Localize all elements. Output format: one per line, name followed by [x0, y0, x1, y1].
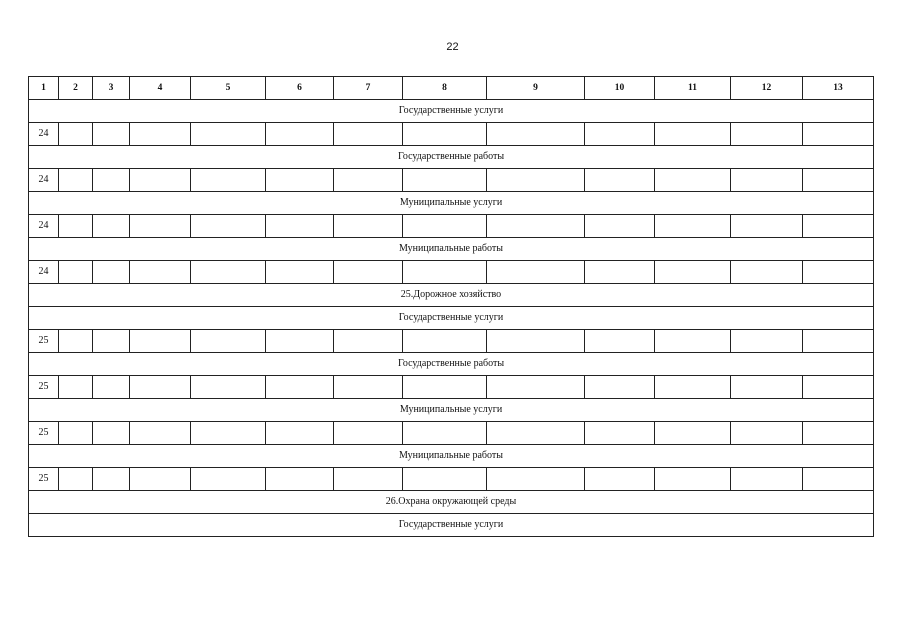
empty-cell [334, 330, 403, 353]
empty-cell [93, 169, 130, 192]
page-number: 22 [446, 41, 459, 53]
section-title: Государственные услуги [29, 514, 874, 537]
row-code: 25 [29, 376, 59, 399]
empty-cell [59, 330, 93, 353]
empty-cell [585, 215, 655, 238]
empty-cell [191, 261, 266, 284]
empty-cell [191, 422, 266, 445]
empty-cell [403, 261, 487, 284]
empty-cell [487, 422, 585, 445]
section-title: Муниципальные работы [29, 238, 874, 261]
empty-cell [191, 123, 266, 146]
empty-cell [130, 215, 191, 238]
column-header: 4 [130, 77, 191, 100]
table-body [29, 77, 874, 537]
empty-cell [191, 330, 266, 353]
section-row [29, 399, 874, 422]
section-row [29, 100, 874, 123]
column-header: 1 [29, 77, 59, 100]
column-header: 13 [803, 77, 874, 100]
empty-cell [334, 123, 403, 146]
empty-cell [59, 422, 93, 445]
empty-cell [266, 422, 334, 445]
section-row [29, 284, 874, 307]
empty-cell [487, 169, 585, 192]
empty-cell [334, 468, 403, 491]
section-title: 25.Дорожное хозяйство [29, 284, 874, 307]
column-header: 3 [93, 77, 130, 100]
empty-cell [59, 215, 93, 238]
empty-cell [93, 261, 130, 284]
section-row [29, 307, 874, 330]
empty-cell [334, 169, 403, 192]
empty-cell [266, 468, 334, 491]
empty-cell [59, 261, 93, 284]
section-row [29, 445, 874, 468]
empty-cell [403, 123, 487, 146]
empty-cell [130, 330, 191, 353]
empty-cell [334, 376, 403, 399]
empty-cell [731, 330, 803, 353]
section-title: Государственные услуги [29, 307, 874, 330]
empty-cell [191, 468, 266, 491]
empty-cell [803, 123, 874, 146]
empty-cell [803, 376, 874, 399]
empty-cell [487, 330, 585, 353]
empty-cell [803, 422, 874, 445]
section-title: Государственные работы [29, 146, 874, 169]
empty-cell [59, 169, 93, 192]
section-row [29, 353, 874, 376]
table-row [29, 376, 874, 399]
empty-cell [130, 169, 191, 192]
row-code: 25 [29, 468, 59, 491]
table-row [29, 422, 874, 445]
table-row [29, 330, 874, 353]
empty-cell [731, 422, 803, 445]
empty-cell [731, 468, 803, 491]
empty-cell [487, 215, 585, 238]
row-code: 24 [29, 169, 59, 192]
empty-cell [655, 123, 731, 146]
empty-cell [487, 261, 585, 284]
empty-cell [130, 422, 191, 445]
empty-cell [655, 376, 731, 399]
empty-cell [731, 376, 803, 399]
empty-cell [403, 330, 487, 353]
column-header: 7 [334, 77, 403, 100]
row-code: 24 [29, 215, 59, 238]
section-title: Муниципальные услуги [29, 399, 874, 422]
empty-cell [266, 376, 334, 399]
column-header: 8 [403, 77, 487, 100]
empty-cell [585, 330, 655, 353]
empty-cell [334, 215, 403, 238]
empty-cell [93, 376, 130, 399]
section-title: Муниципальные услуги [29, 192, 874, 215]
column-header: 2 [59, 77, 93, 100]
empty-cell [403, 376, 487, 399]
empty-cell [93, 468, 130, 491]
empty-cell [655, 422, 731, 445]
empty-cell [93, 123, 130, 146]
empty-cell [93, 215, 130, 238]
empty-cell [803, 169, 874, 192]
empty-cell [487, 123, 585, 146]
section-title: Государственные услуги [29, 100, 874, 123]
table-row [29, 215, 874, 238]
column-header: 9 [487, 77, 585, 100]
column-header: 12 [731, 77, 803, 100]
empty-cell [585, 468, 655, 491]
empty-cell [334, 422, 403, 445]
empty-cell [585, 376, 655, 399]
empty-cell [585, 123, 655, 146]
section-row [29, 238, 874, 261]
empty-cell [731, 261, 803, 284]
empty-cell [803, 215, 874, 238]
table-row [29, 123, 874, 146]
empty-cell [487, 376, 585, 399]
empty-cell [655, 468, 731, 491]
header-row [29, 77, 874, 100]
empty-cell [585, 169, 655, 192]
empty-cell [59, 123, 93, 146]
empty-cell [130, 123, 191, 146]
row-code: 24 [29, 123, 59, 146]
section-row [29, 491, 874, 514]
empty-cell [655, 169, 731, 192]
column-header: 11 [655, 77, 731, 100]
table-row [29, 468, 874, 491]
empty-cell [59, 376, 93, 399]
empty-cell [487, 468, 585, 491]
empty-cell [59, 468, 93, 491]
empty-cell [266, 169, 334, 192]
section-row [29, 146, 874, 169]
empty-cell [655, 330, 731, 353]
empty-cell [403, 169, 487, 192]
section-title: Муниципальные работы [29, 445, 874, 468]
empty-cell [93, 422, 130, 445]
empty-cell [731, 123, 803, 146]
empty-cell [266, 123, 334, 146]
column-header: 6 [266, 77, 334, 100]
empty-cell [130, 376, 191, 399]
row-code: 25 [29, 330, 59, 353]
section-row [29, 192, 874, 215]
empty-cell [655, 215, 731, 238]
empty-cell [731, 169, 803, 192]
empty-cell [191, 215, 266, 238]
row-code: 25 [29, 422, 59, 445]
empty-cell [803, 468, 874, 491]
empty-cell [130, 261, 191, 284]
empty-cell [266, 215, 334, 238]
empty-cell [403, 422, 487, 445]
empty-cell [585, 422, 655, 445]
empty-cell [731, 215, 803, 238]
column-header: 10 [585, 77, 655, 100]
empty-cell [403, 215, 487, 238]
services-table [28, 76, 874, 537]
section-row [29, 514, 874, 537]
empty-cell [191, 169, 266, 192]
empty-cell [266, 261, 334, 284]
table-row [29, 261, 874, 284]
empty-cell [403, 468, 487, 491]
table-row [29, 169, 874, 192]
column-header: 5 [191, 77, 266, 100]
empty-cell [334, 261, 403, 284]
empty-cell [266, 330, 334, 353]
empty-cell [585, 261, 655, 284]
empty-cell [191, 376, 266, 399]
empty-cell [655, 261, 731, 284]
section-title: 26.Охрана окружающей среды [29, 491, 874, 514]
empty-cell [130, 468, 191, 491]
row-code: 24 [29, 261, 59, 284]
empty-cell [93, 330, 130, 353]
empty-cell [803, 330, 874, 353]
empty-cell [803, 261, 874, 284]
section-title: Государственные работы [29, 353, 874, 376]
